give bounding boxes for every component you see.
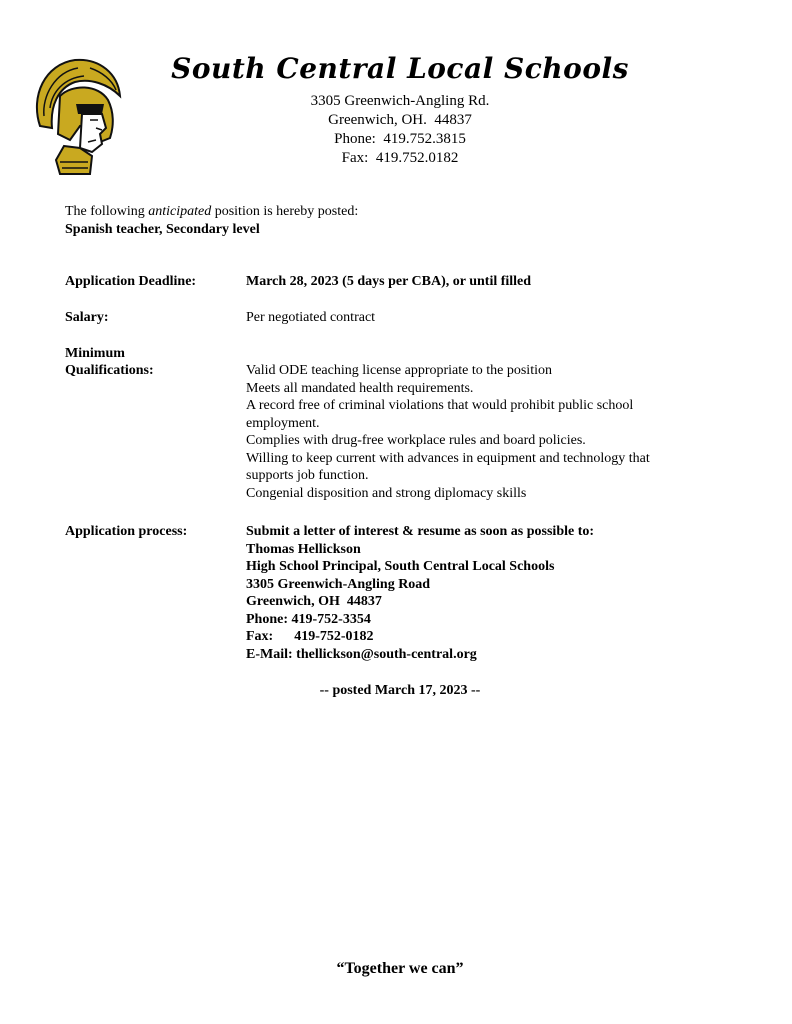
process-label: Application process:: [65, 524, 188, 539]
qualification-line: employment.: [246, 415, 320, 431]
posted-date: -- posted March 17, 2023 --: [319, 683, 481, 698]
contact-phone: Phone: 419-752-3354: [246, 611, 371, 627]
city-line: Greenwich, OH. 44837: [328, 112, 472, 128]
process-details: [246, 523, 716, 663]
qualification-line: Valid ODE teaching license appropriate to the position: [246, 363, 552, 378]
contact-name: Thomas Hellickson: [246, 541, 361, 557]
address-line: 3305 Greenwich-Angling Rd.: [310, 93, 490, 109]
qualification-line: Congenial disposition and strong diplomacy skills: [246, 485, 527, 501]
intro-sentence: [65, 203, 358, 221]
school-address: [0, 92, 792, 168]
salary-value: Per negotiated contract: [246, 310, 376, 325]
qualifications-list: [246, 362, 716, 502]
qualification-line: Complies with drug-free workplace rules and board policies.: [246, 433, 586, 448]
fax-line: Fax: 419.752.0182: [341, 150, 459, 166]
school-name: South Central Local Schools: [171, 52, 629, 85]
qualification-line: A record free of criminal violations that would prohibit public school: [246, 398, 634, 413]
deadline-value: March 28, 2023 (5 days per CBA), or until filled: [246, 274, 532, 289]
contact-fax: Fax: 419-752-0182: [246, 629, 374, 644]
phone-line: Phone: 419.752.3815: [334, 131, 466, 147]
intro-suffix: position is hereby posted:: [211, 204, 359, 219]
process-instruction: Submit a letter of interest & resume as soon as possible to:: [246, 524, 595, 539]
qualification-line: Meets all mandated health requirements.: [246, 380, 474, 396]
deadline-label: Application Deadline:: [65, 274, 197, 289]
intro-prefix: The following: [65, 204, 149, 219]
school-motto: “Together we can”: [336, 960, 464, 977]
salary-label: Salary:: [65, 310, 109, 325]
qualification-line: supports job function.: [246, 468, 369, 483]
intro-block: [65, 203, 358, 239]
qualification-line: Willing to keep current with advances in equipment and technology that: [246, 450, 650, 466]
contact-street: 3305 Greenwich-Angling Road: [246, 576, 431, 592]
qualifications-label-line2: Qualifications:: [65, 363, 154, 378]
contact-email[interactable]: E-Mail: thellickson@south-central.org: [246, 646, 477, 662]
contact-city: Greenwich, OH 44837: [246, 594, 382, 609]
contact-title: High School Principal, South Central Local Schools: [246, 559, 555, 574]
intro-emphasis: anticipated: [148, 204, 212, 219]
position-title: Spanish teacher, Secondary level: [65, 222, 260, 237]
qualifications-label-line1: Minimum: [65, 346, 125, 361]
